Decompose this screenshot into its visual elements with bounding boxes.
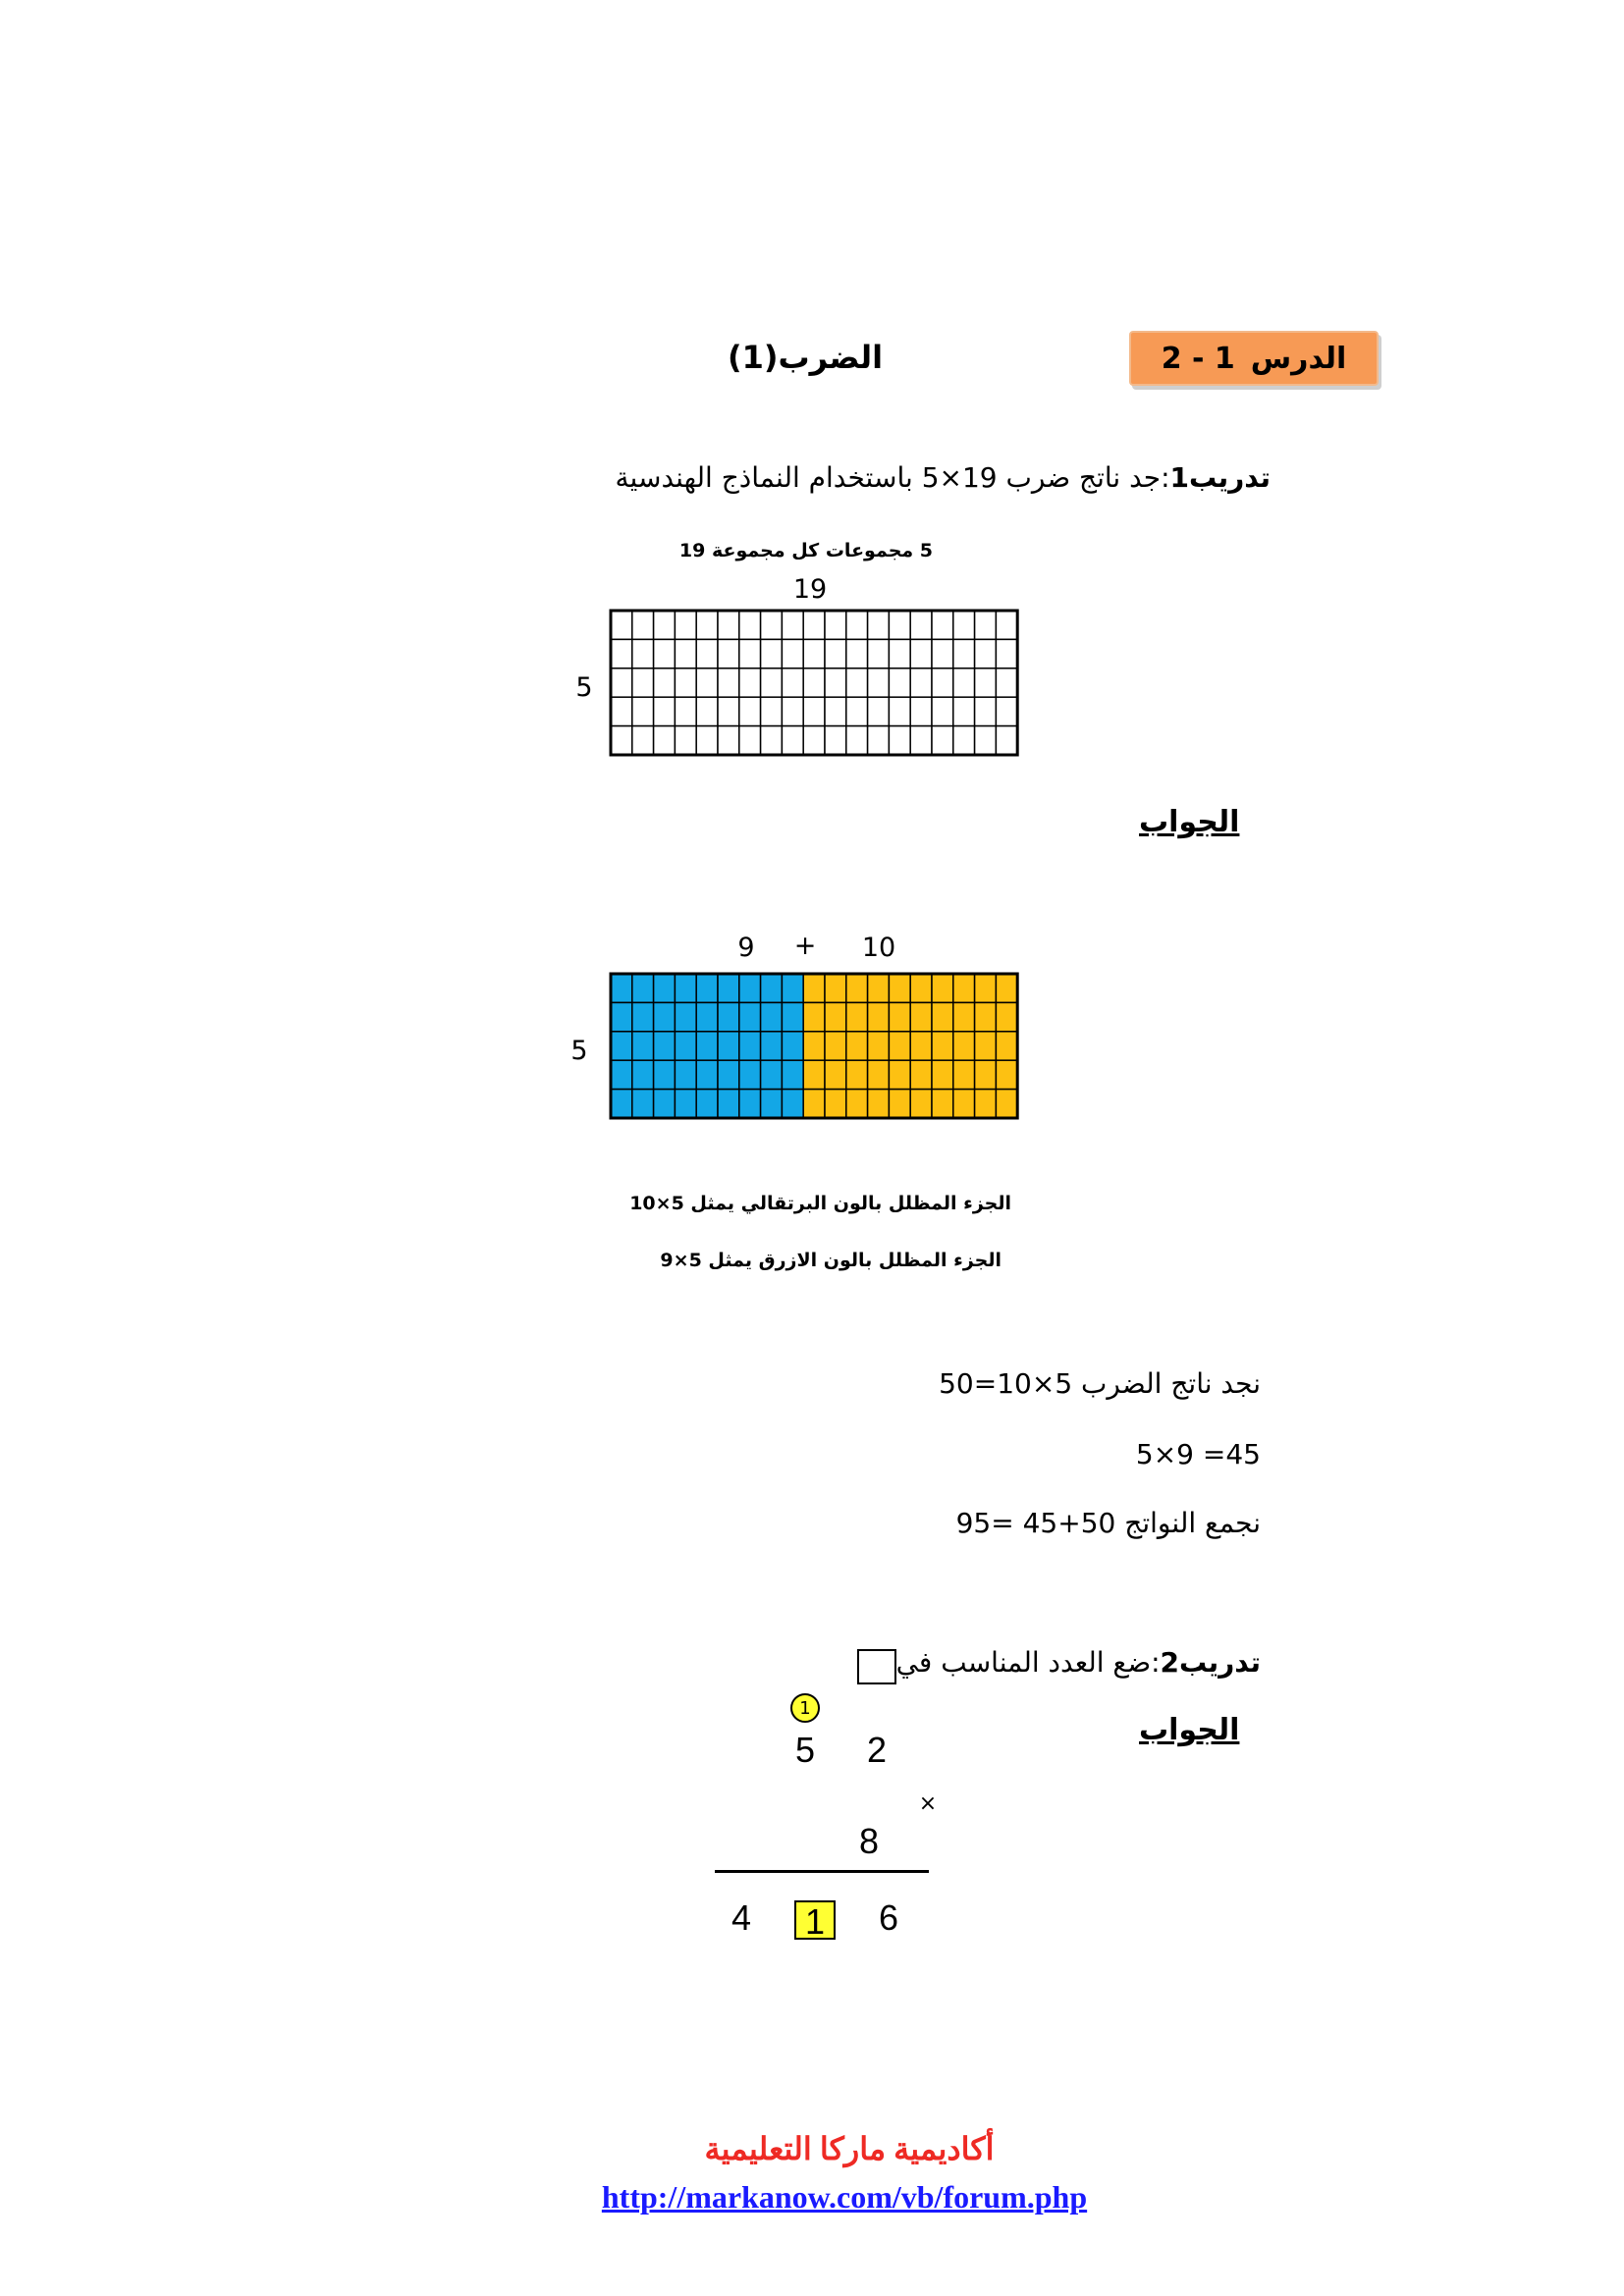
grid-cell [611, 668, 632, 697]
grid-cell [654, 668, 676, 697]
orange-cell [932, 1090, 953, 1118]
blue-cell [654, 1090, 676, 1118]
page-title: الضرب(1) [727, 339, 884, 376]
orange-cell [910, 1060, 932, 1089]
orange-cell [868, 1090, 890, 1118]
grid-cell [868, 639, 890, 667]
grid-cell [953, 726, 975, 755]
blue-cell [761, 974, 783, 1002]
orange-cell [803, 1060, 825, 1089]
grid-cell [953, 697, 975, 725]
note-orange: الجزء المظلل بالون البرتقالي يمثل 5×10 [629, 1193, 1011, 1214]
orange-cell [846, 1060, 868, 1089]
grid-cell [932, 639, 953, 667]
lesson-number: 2 - 1 [1161, 341, 1235, 376]
top-digit-ones: 2 [866, 1730, 888, 1770]
blue-cell [761, 1032, 783, 1060]
split-left-number: 9 [737, 933, 755, 963]
exercise2-heading [896, 1646, 1261, 1679]
grid-cell [611, 697, 632, 725]
blue-cell [675, 1060, 696, 1089]
grid-cell [632, 726, 654, 755]
orange-cell [910, 1090, 932, 1118]
orange-cell [868, 1060, 890, 1089]
blue-cell [675, 1032, 696, 1060]
grid-cell [868, 726, 890, 755]
orange-cell [846, 1002, 868, 1031]
split-right-number: 10 [861, 933, 896, 963]
grid-cell [889, 726, 910, 755]
orange-cell [996, 1060, 1017, 1089]
split-plus-sign: + [793, 931, 817, 961]
grid-cell [932, 668, 953, 697]
grid-cell [932, 697, 953, 725]
blue-cell [782, 1090, 803, 1118]
grid-cell [675, 726, 696, 755]
grid-cell [889, 611, 910, 639]
orange-cell [996, 1090, 1017, 1118]
orange-cell [825, 1060, 846, 1089]
blue-cell [654, 1060, 676, 1089]
orange-cell [932, 1032, 953, 1060]
orange-cell [953, 974, 975, 1002]
grid-cell [611, 726, 632, 755]
grid-cell [761, 611, 783, 639]
orange-cell [932, 974, 953, 1002]
grid-cell [825, 611, 846, 639]
answer-box-icon [857, 1649, 896, 1684]
grid-cell [910, 639, 932, 667]
exercise2-label: تدريب2 [1160, 1646, 1261, 1679]
orange-cell [910, 1002, 932, 1031]
blue-cell [632, 974, 654, 1002]
grid-cell [932, 611, 953, 639]
grid-cell [739, 697, 761, 725]
grid-cell [718, 611, 739, 639]
exercise2-answer-label: الجواب [1139, 1713, 1240, 1747]
grid-cell [825, 668, 846, 697]
grid-cell [889, 668, 910, 697]
orange-cell [825, 1090, 846, 1118]
multiplier-digit: 8 [858, 1821, 880, 1861]
grid-cell [696, 697, 718, 725]
grid-cell [803, 639, 825, 667]
blue-cell [654, 1002, 676, 1031]
grid-cell [846, 726, 868, 755]
grid-cell [953, 639, 975, 667]
orange-cell [803, 1002, 825, 1031]
blue-cell [611, 1002, 632, 1031]
blue-cell [611, 974, 632, 1002]
orange-cell [803, 1090, 825, 1118]
result-digit-tens-box: 1 [794, 1900, 836, 1940]
grid-top-number: 19 [792, 574, 828, 605]
grid-cell [803, 697, 825, 725]
grid-cell [782, 611, 803, 639]
blue-cell [611, 1090, 632, 1118]
blue-cell [739, 974, 761, 1002]
grid-cell [761, 639, 783, 667]
blue-cell [654, 1032, 676, 1060]
grid-cell [761, 697, 783, 725]
exercise1-label: تدريب1 [1169, 461, 1271, 494]
grid-cell [696, 668, 718, 697]
grid-cell [825, 639, 846, 667]
orange-cell [803, 1032, 825, 1060]
carry-digit: 1 [799, 1697, 811, 1719]
step-2: 45= 9×5 [1135, 1438, 1261, 1470]
grid-cell [868, 668, 890, 697]
step-1: نجد ناتج الضرب 5×10=50 [939, 1367, 1261, 1400]
orange-cell [868, 974, 890, 1002]
blue-cell [718, 1090, 739, 1118]
grid-cell [889, 697, 910, 725]
grid-cell [975, 697, 997, 725]
blue-cell [632, 1060, 654, 1089]
blue-cell [611, 1032, 632, 1060]
blue-cell [611, 1060, 632, 1089]
grid-cell [846, 639, 868, 667]
grid-cell [932, 726, 953, 755]
grid-cell [675, 668, 696, 697]
grid-cell [739, 726, 761, 755]
grid-cell [996, 611, 1017, 639]
grid-cell [632, 697, 654, 725]
grid-cell [996, 668, 1017, 697]
orange-cell [996, 1002, 1017, 1031]
grid-cell [803, 611, 825, 639]
grid-cell [675, 639, 696, 667]
lesson-badge [1129, 331, 1379, 386]
grid-cell [718, 639, 739, 667]
orange-cell [803, 974, 825, 1002]
grid-cell [846, 668, 868, 697]
grid-cell [782, 726, 803, 755]
orange-cell [846, 1032, 868, 1060]
grid-cell [611, 611, 632, 639]
blue-cell [782, 1002, 803, 1031]
orange-cell [975, 1002, 997, 1031]
grid-cell [782, 697, 803, 725]
grid-cell [739, 639, 761, 667]
grid-cell [910, 668, 932, 697]
grid-cell [675, 611, 696, 639]
multiply-sign: × [918, 1791, 938, 1816]
orange-cell [889, 1032, 910, 1060]
orange-cell [846, 1090, 868, 1118]
grid-cell [718, 726, 739, 755]
grid-cell [632, 611, 654, 639]
grid-cell [718, 697, 739, 725]
blue-cell [654, 974, 676, 1002]
orange-cell [975, 1032, 997, 1060]
grid-cell [696, 726, 718, 755]
grid-cell [846, 697, 868, 725]
orange-cell [953, 1032, 975, 1060]
orange-cell [932, 1060, 953, 1089]
orange-cell [868, 1002, 890, 1031]
grid-cell [696, 639, 718, 667]
grid-cell [654, 611, 676, 639]
carry-circle [790, 1693, 820, 1723]
result-digit-ones: 6 [878, 1897, 899, 1938]
grid-cell [889, 639, 910, 667]
grid-cell [761, 726, 783, 755]
orange-cell [953, 1002, 975, 1031]
orange-cell [889, 1002, 910, 1031]
grid-cell [975, 639, 997, 667]
grid-cell [975, 668, 997, 697]
note-blue: الجزء المظلل بالون الازرق يمثل 5×9 [660, 1250, 1001, 1271]
grid-cell [761, 668, 783, 697]
grid-caption: 5 مجموعات كل مجموعة 19 [678, 540, 933, 561]
blue-cell [696, 1090, 718, 1118]
grid-cell [846, 611, 868, 639]
orange-cell [910, 974, 932, 1002]
exercise1-heading [616, 461, 1271, 494]
orange-cell [825, 1032, 846, 1060]
orange-cell [975, 1060, 997, 1089]
orange-cell [975, 1090, 997, 1118]
empty-grid [609, 609, 1021, 761]
blue-cell [718, 1060, 739, 1089]
blue-cell [782, 1032, 803, 1060]
orange-cell [975, 974, 997, 1002]
grid-cell [975, 726, 997, 755]
grid-cell [803, 726, 825, 755]
blue-cell [696, 1060, 718, 1089]
orange-cell [846, 974, 868, 1002]
grid-side-number: 5 [575, 672, 593, 703]
grid-cell [675, 697, 696, 725]
blue-cell [739, 1002, 761, 1031]
grid-cell [611, 639, 632, 667]
blue-cell [696, 1002, 718, 1031]
grid-cell [975, 611, 997, 639]
grid-cell [910, 611, 932, 639]
blue-cell [761, 1002, 783, 1031]
footer-academy-name: أكاديمية ماركا التعليمية [704, 2131, 995, 2166]
blue-cell [675, 974, 696, 1002]
grid-cell [696, 611, 718, 639]
grid-cell [654, 697, 676, 725]
orange-cell [932, 1002, 953, 1031]
exercise1-text: :جد ناتج ضرب 19×5 باستخدام النماذج الهندسية [615, 461, 1170, 494]
orange-cell [953, 1060, 975, 1089]
grid-cell [825, 697, 846, 725]
grid-cell [868, 697, 890, 725]
result-rule [715, 1870, 929, 1873]
orange-cell [996, 974, 1017, 1002]
grid-cell [910, 726, 932, 755]
blue-cell [696, 1032, 718, 1060]
orange-cell [910, 1032, 932, 1060]
orange-cell [889, 1090, 910, 1118]
grid-cell [825, 726, 846, 755]
orange-cell [996, 1032, 1017, 1060]
blue-cell [718, 1032, 739, 1060]
top-digit-tens: 5 [794, 1730, 816, 1770]
exercise2-text: :ضع العدد المناسب في [895, 1646, 1161, 1679]
grid-cell [739, 668, 761, 697]
blue-cell [718, 1002, 739, 1031]
grid-cell [654, 726, 676, 755]
blue-cell [782, 1060, 803, 1089]
grid-cell [953, 611, 975, 639]
blue-cell [632, 1090, 654, 1118]
grid-cell [782, 639, 803, 667]
blue-cell [739, 1090, 761, 1118]
grid-cell [803, 668, 825, 697]
grid-cell [718, 668, 739, 697]
colored-grid [609, 972, 1021, 1124]
result-digit-hundreds: 4 [731, 1897, 752, 1938]
orange-cell [868, 1032, 890, 1060]
grid-cell [632, 639, 654, 667]
orange-cell [953, 1090, 975, 1118]
grid-cell [953, 668, 975, 697]
orange-cell [889, 1060, 910, 1089]
blue-cell [739, 1032, 761, 1060]
blue-cell [718, 974, 739, 1002]
blue-cell [696, 974, 718, 1002]
blue-cell [782, 974, 803, 1002]
footer-url-link[interactable]: http://markanow.com/vb/forum.php [601, 2179, 1088, 2215]
split-side-number: 5 [570, 1036, 588, 1066]
blue-cell [632, 1032, 654, 1060]
grid-cell [739, 611, 761, 639]
blue-cell [761, 1090, 783, 1118]
orange-cell [889, 974, 910, 1002]
orange-cell [825, 974, 846, 1002]
grid-cell [868, 611, 890, 639]
grid-cell [996, 639, 1017, 667]
orange-cell [825, 1002, 846, 1031]
blue-cell [739, 1060, 761, 1089]
lesson-label: الدرس [1250, 341, 1347, 376]
grid-cell [996, 726, 1017, 755]
blue-cell [761, 1060, 783, 1089]
grid-cell [654, 639, 676, 667]
grid-cell [632, 668, 654, 697]
exercise1-answer-label: الجواب [1139, 805, 1240, 839]
blue-cell [632, 1002, 654, 1031]
blue-cell [675, 1090, 696, 1118]
step-3: نجمع النواتج 50+45 =95 [955, 1507, 1261, 1539]
grid-cell [910, 697, 932, 725]
grid-cell [996, 697, 1017, 725]
grid-cell [782, 668, 803, 697]
blue-cell [675, 1002, 696, 1031]
